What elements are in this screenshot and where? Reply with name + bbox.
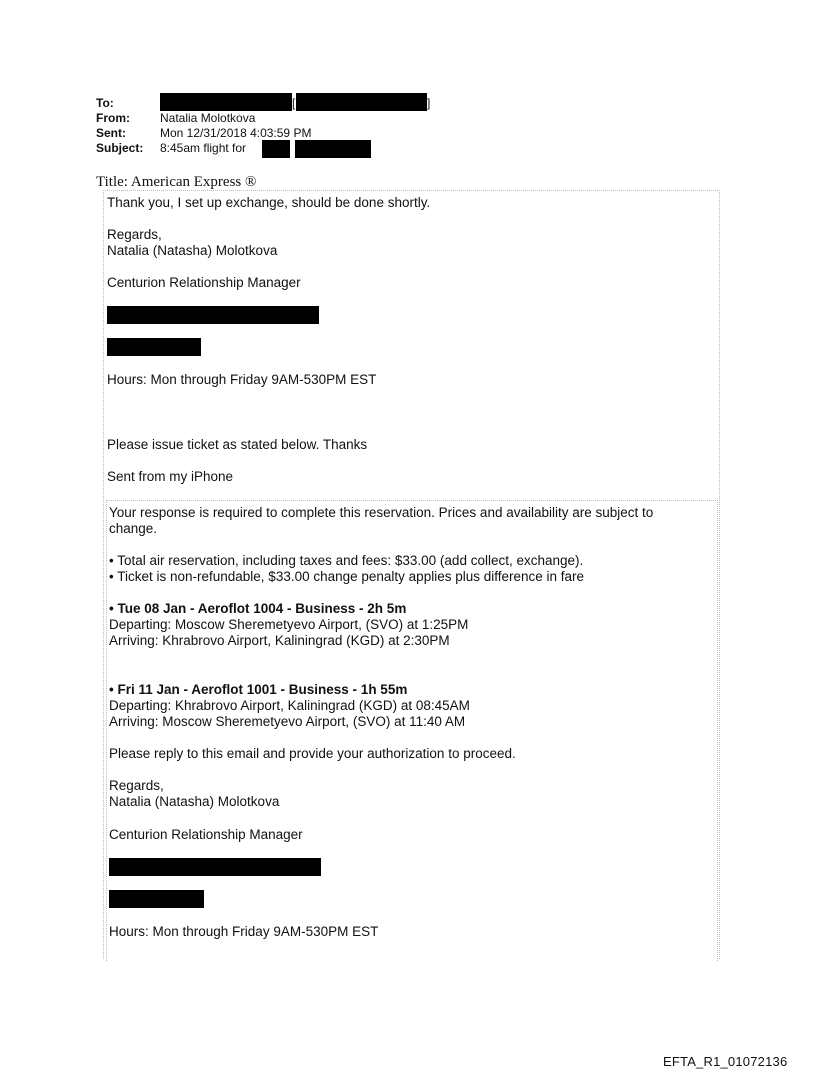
flight-heading: • Fri 11 Jan - Aeroflot 1001 - Business - 1h 55m [109,682,408,697]
title-line: Title: American Express ® [96,174,257,190]
to-bracket-open: [ [292,96,296,110]
reply-signature-name: Natalia (Natasha) Molotkova [107,243,278,258]
flight-arriving: Arriving: Khrabrovo Airport, Kaliningrad (KGD) at 2:30PM [109,633,450,648]
from-label: From: [96,111,130,125]
flight-arriving: Arriving: Moscow Sheremetyevo Airport, (SVO) at 11:40 AM [109,714,466,729]
to-bracket-close: ] [427,96,431,110]
authorization-request: Please reply to this email and provide your authorization to proceed. [109,746,516,761]
redaction-block [262,140,290,158]
redaction-block [160,93,292,111]
redaction-block [295,140,371,158]
redaction-block [296,93,427,111]
subject-value: 8:45am flight for [160,141,247,155]
flight-heading: • Tue 08 Jan - Aeroflot 1004 - Business - 2h 5m [109,601,407,616]
quoted-regards: Regards, [109,778,164,793]
quoted-intro-line: Your response is required to complete this reservation. Prices and availability are subject to [109,505,654,520]
quoted-signature-role: Centurion Relationship Manager [109,827,303,842]
sent-label: Sent: [96,126,126,140]
redaction-block [107,338,201,356]
redaction-block [109,890,204,908]
flight-departing: Departing: Khrabrovo Airport, Kaliningrad (KGD) at 08:45AM [109,698,470,713]
quoted-signature-name: Natalia (Natasha) Molotkova [109,794,280,809]
reply-signature-role: Centurion Relationship Manager [107,275,301,290]
reply-sent-from: Sent from my iPhone [107,469,234,484]
redaction-block [109,858,321,876]
to-label: To: [96,96,114,110]
subject-label: Subject: [96,141,144,155]
document-id: EFTA_R1_01072136 [663,1054,788,1069]
flight-departing: Departing: Moscow Sheremetyevo Airport, (SVO) at 1:25PM [109,617,469,632]
from-value: Natalia Molotkova [160,111,256,125]
reply-line: Thank you, I set up exchange, should be done shortly. [107,195,431,210]
price-bullet: • Total air reservation, including taxes and fees: $33.00 (add collect, exchange). [109,553,584,568]
penalty-bullet: • Ticket is non-refundable, $33.00 change penalty applies plus difference in fare [109,569,585,584]
reply-hours: Hours: Mon through Friday 9AM-530PM EST [107,372,377,387]
redaction-block [107,306,319,324]
quoted-hours: Hours: Mon through Friday 9AM-530PM EST [109,924,379,939]
quoted-intro-line: change. [109,521,158,536]
reply-regards: Regards, [107,227,162,242]
sent-value: Mon 12/31/2018 4:03:59 PM [160,126,312,140]
reply-request: Please issue ticket as stated below. Thanks [107,437,368,452]
